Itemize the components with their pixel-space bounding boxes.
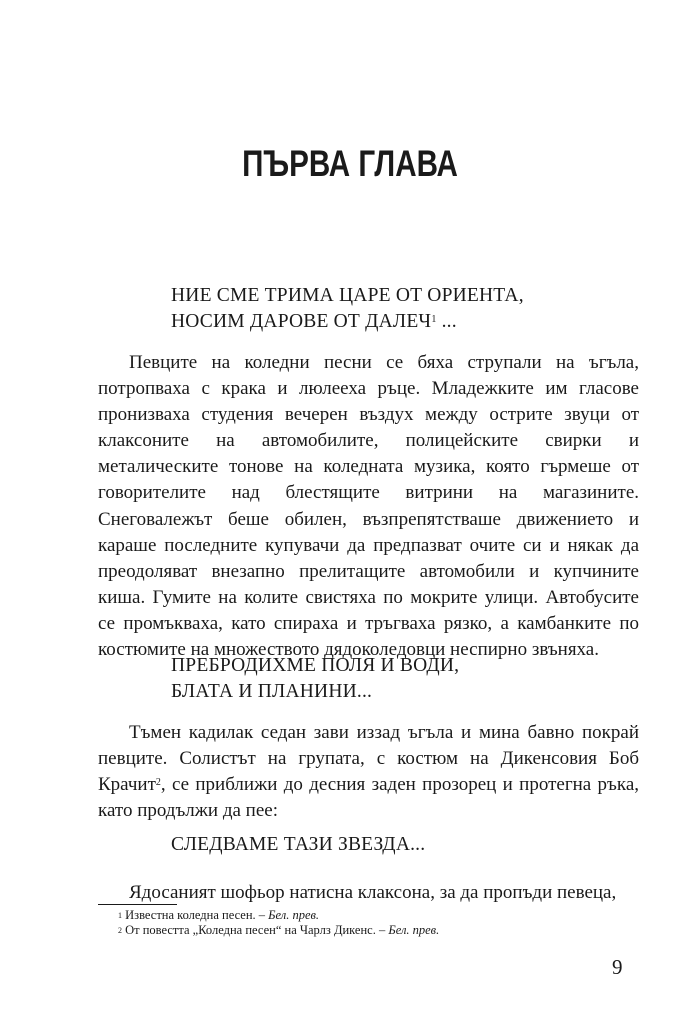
paragraph xyxy=(98,720,639,824)
footnote-number: 1 xyxy=(118,911,122,920)
footnote-note: Бел. прев. xyxy=(388,923,440,937)
verse-line: ПРЕБРОДИХМЕ ПОЛЯ И ВОДИ, xyxy=(171,655,460,676)
paragraph: Ядосаният шофьор натисна клаксона, за да пропъди певеца, xyxy=(129,882,617,903)
footnote xyxy=(118,922,439,939)
footnote-divider xyxy=(98,904,177,905)
footnote-number: 2 xyxy=(118,926,122,935)
paragraph: Певците на коледни песни се бяха струпали на ъгъла, потропваха с крака и люлееха ръце. Младежките им гласове пронизваха студения вечерен въздух между острите звуци от клаксоните на автомобилите, полицейските свирки и металическите тонове на коледната музика, която гърмеше от говорителите над блестящите витрини на магазините. Снеговалежът беше обилен, възпрепятстваше движението и караше последните купувачи да предпазват очите си и някак да преодоляват внезапно прелитащите автомобили и купчините киша. Гумите на колите свистяха по мокрите улици. Автобусите се промъкваха, като спираха и тръгваха рязко, а камбанките по костюмите на множеството дядоколедовци неспирно звъняха. xyxy=(98,352,639,661)
footnote-ref: 1 xyxy=(431,314,437,325)
footnote-text: От повестта „Коледна песен“ на Чарлз Дикенс. – xyxy=(125,923,389,937)
verse-line: БЛАТА И ПЛАНИНИ... xyxy=(171,681,373,702)
footnote-note: Бел. прев. xyxy=(268,908,320,922)
verse-2 xyxy=(171,653,459,705)
footnote-ref: 2 xyxy=(155,777,161,789)
verse-line-text: НОСИМ ДАРОВЕ ОТ ДАЛЕЧ xyxy=(171,311,432,332)
chapter-title: ПЪРВА ГЛАВА xyxy=(242,143,458,184)
verse-3 xyxy=(171,832,425,858)
verse-line: НИЕ СМЕ ТРИМА ЦАРЕ ОТ ОРИЕНТА, xyxy=(171,285,524,306)
page-number: 9 xyxy=(612,955,623,979)
verse-line: СЛЕДВАМЕ ТАЗИ ЗВЕЗДА... xyxy=(171,834,426,855)
verse-line xyxy=(171,309,524,335)
footnote-text: Известна коледна песен. – xyxy=(125,908,269,922)
verse-line-tail: ... xyxy=(436,311,457,332)
paragraph-text: , се приближи до десния заден прозорец и протегна ръка, като продължи да пее: xyxy=(98,774,639,822)
verse-1 xyxy=(171,283,524,335)
paragraph-text: Тъмен кадилак седан зави иззад ъгъла и мина бавно покрай певците. Солистът на групата, с костюм на Дикенсовия Боб Крачит xyxy=(98,722,639,796)
